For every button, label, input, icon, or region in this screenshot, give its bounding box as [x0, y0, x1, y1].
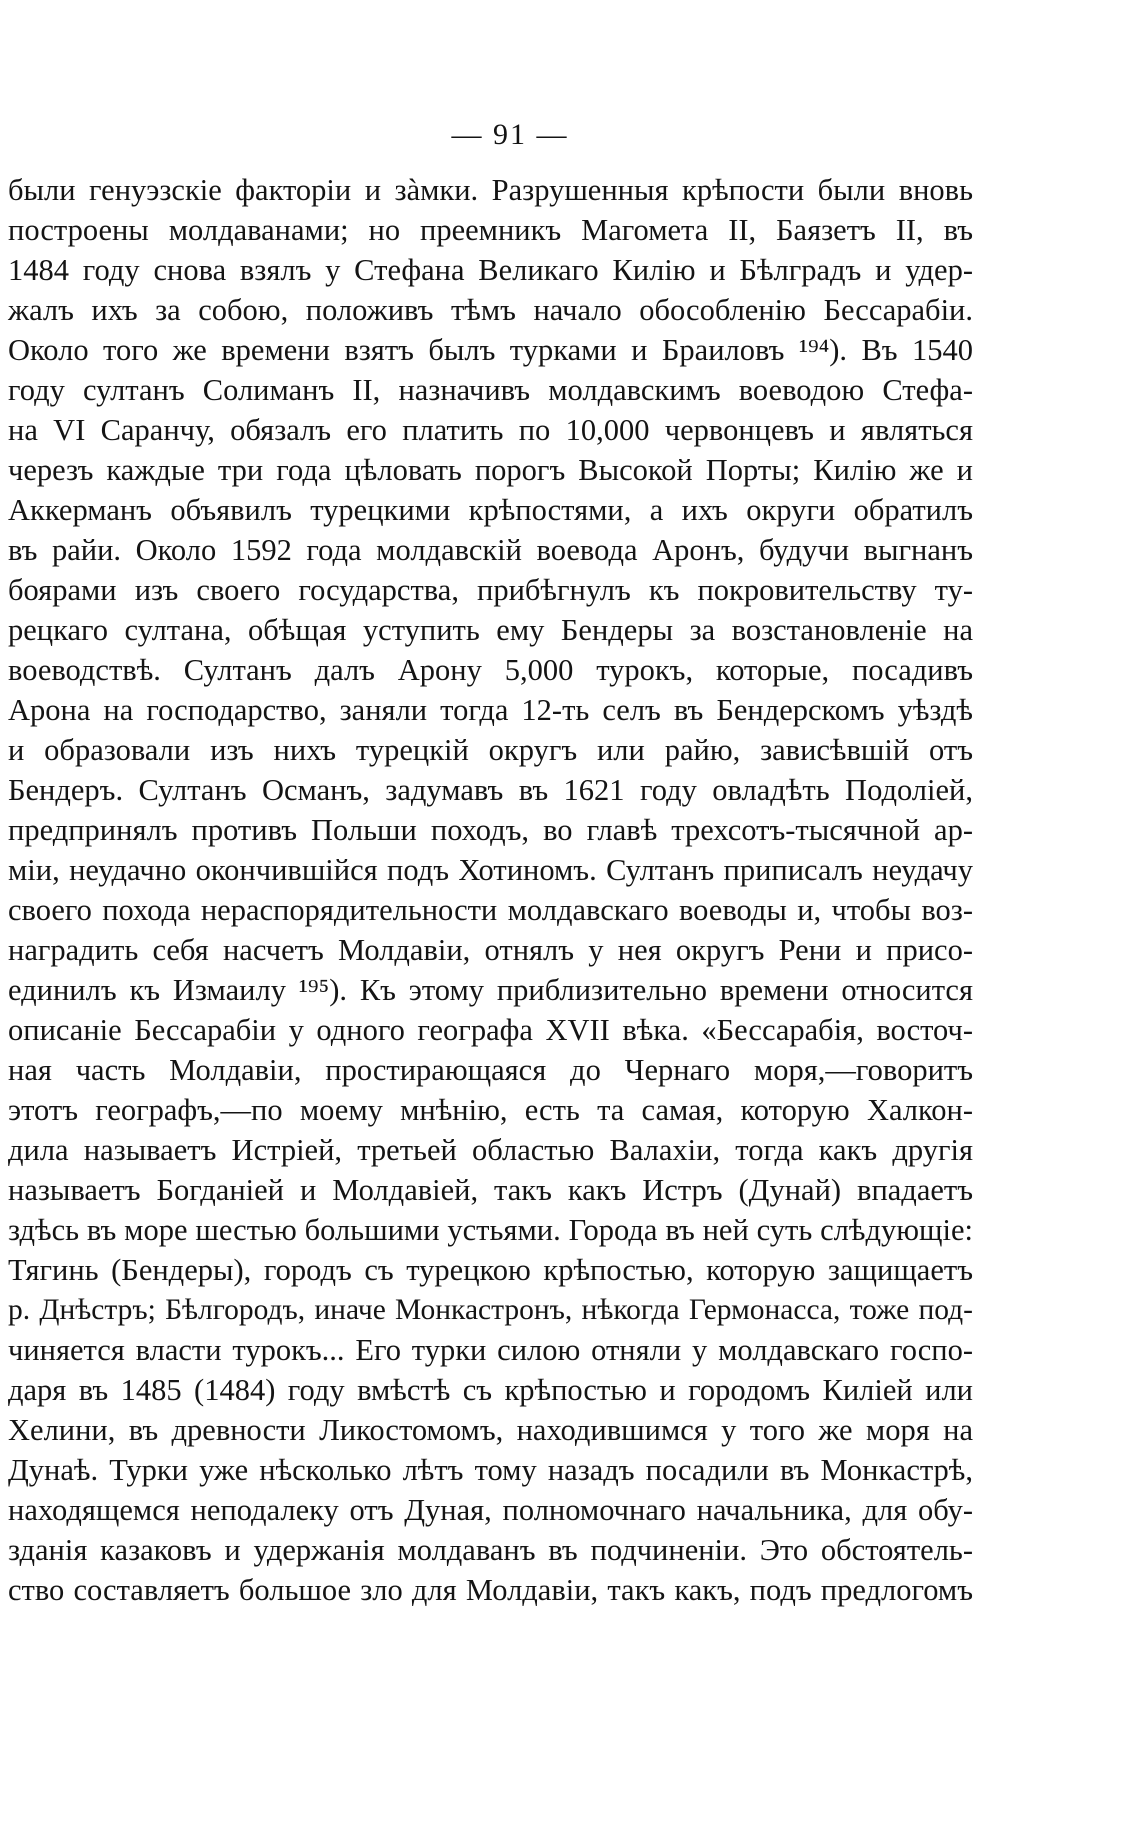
text-line: здѣсь въ море шестью большими устьями. Города въ ней суть слѣдующіе:	[8, 1213, 973, 1247]
text-line: построены молдаванами; но преемникъ Магомета II, Баязетъ II, въ	[8, 213, 973, 247]
text-line: Аккерманъ объявилъ турецкими крѣпостями, а ихъ округи обратилъ	[8, 493, 973, 527]
text-line: году султанъ Солиманъ II, назначивъ молдавскимъ воеводою Стефа-	[8, 373, 973, 407]
text-line: міи, неудачно окончившійся подъ Хотиномъ. Султанъ приписалъ неудачу	[8, 853, 973, 887]
text-line: даря въ 1485 (1484) году вмѣстѣ съ крѣпостью и городомъ Киліей или	[8, 1373, 973, 1407]
text-line: р. Днѣстръ; Бѣлгородъ, иначе Монкастронъ, нѣкогда Гермонасса, тоже под-	[8, 1294, 973, 1326]
text-line: своего похода нераспорядительности молдавскаго воеводы и, чтобы воз-	[8, 893, 973, 927]
text-line: описаніе Бессарабіи у одного географа XVII вѣка. «Бессарабія, восточ-	[8, 1013, 973, 1047]
text-line: Тягинь (Бендеры), городъ съ турецкою крѣпостью, которую защищаетъ	[8, 1253, 973, 1287]
text-line: ная часть Молдавіи, простирающаяся до Чернаго моря,—говоритъ	[8, 1053, 973, 1087]
text-line: на VI Саранчу, обязалъ его платить по 10,000 червонцевъ и являться	[8, 413, 973, 447]
text-line: наградить себя насчетъ Молдавіи, отнялъ у нея округъ Рени и присо-	[8, 933, 973, 967]
text-line: были генуэзскіе факторіи и зàмки. Разрушенныя крѣпости были вновь	[8, 173, 973, 207]
text-line: Хелини, въ древности Ликостомомъ, находившимся у того же моря на	[8, 1413, 973, 1447]
text-line: 1484 году снова взялъ у Стефана Великаго Килію и Бѣлградъ и удер-	[8, 253, 973, 287]
text-line: Около того же времени взятъ былъ турками и Браиловъ ¹⁹⁴). Въ 1540	[8, 333, 973, 367]
text-line: боярами изъ своего государства, прибѣгнулъ къ покровительству ту-	[8, 573, 973, 607]
text-line: въ райи. Около 1592 года молдавскій воевода Аронъ, будучи выгнанъ	[8, 533, 973, 567]
text-line: называетъ Богданіей и Молдавіей, такъ какъ Истръ (Дунай) впадаетъ	[8, 1173, 973, 1207]
body-text	[8, 170, 973, 1610]
text-line: находящемся неподалеку отъ Дуная, полномочнаго начальника, для обу-	[8, 1493, 973, 1527]
text-line: и образовали изъ нихъ турецкій округъ или райю, зависѣвшій отъ	[8, 733, 973, 767]
text-line: жалъ ихъ за собою, положивъ тѣмъ начало обособленію Бессарабіи.	[8, 293, 973, 327]
text-line: единилъ къ Измаилу ¹⁹⁵). Къ этому приблизительно времени относится	[8, 973, 973, 1007]
text-line: рецкаго султана, обѣщая уступить ему Бендеры за возстановленіе на	[8, 613, 973, 647]
text-line: черезъ каждые три года цѣловать порогъ Высокой Порты; Килію же и	[8, 453, 973, 487]
text-line: чиняется власти турокъ... Его турки силою отняли у молдавскаго госпо-	[8, 1333, 973, 1367]
text-line: ство составляетъ большое зло для Молдавіи, такъ какъ, подъ предлогомъ	[8, 1573, 973, 1607]
text-line: Дунаѣ. Турки уже нѣсколько лѣтъ тому назадъ посадили въ Монкастрѣ,	[8, 1453, 973, 1487]
text-line: Арона на господарство, заняли тогда 12-ть селъ въ Бендерскомъ уѣздѣ	[8, 693, 973, 727]
text-line: этотъ географъ,—по моему мнѣнію, есть та самая, которую Халкон-	[8, 1093, 973, 1127]
text-line: дила называетъ Истріей, третьей областью Валахіи, тогда какъ другія	[8, 1133, 973, 1167]
page-number: — 91 —	[451, 118, 569, 151]
text-line: воеводствѣ. Султанъ далъ Арону 5,000 турокъ, которые, посадивъ	[8, 653, 973, 687]
text-line: зданія казаковъ и удержанія молдаванъ въ подчиненіи. Это обстоятель-	[8, 1533, 973, 1567]
text-line: предпринялъ противъ Польши походъ, во главѣ трехсотъ-тысячной ар-	[8, 813, 973, 847]
text-line: Бендеръ. Султанъ Османъ, задумавъ въ 1621 году овладѣть Подоліей,	[8, 773, 973, 807]
